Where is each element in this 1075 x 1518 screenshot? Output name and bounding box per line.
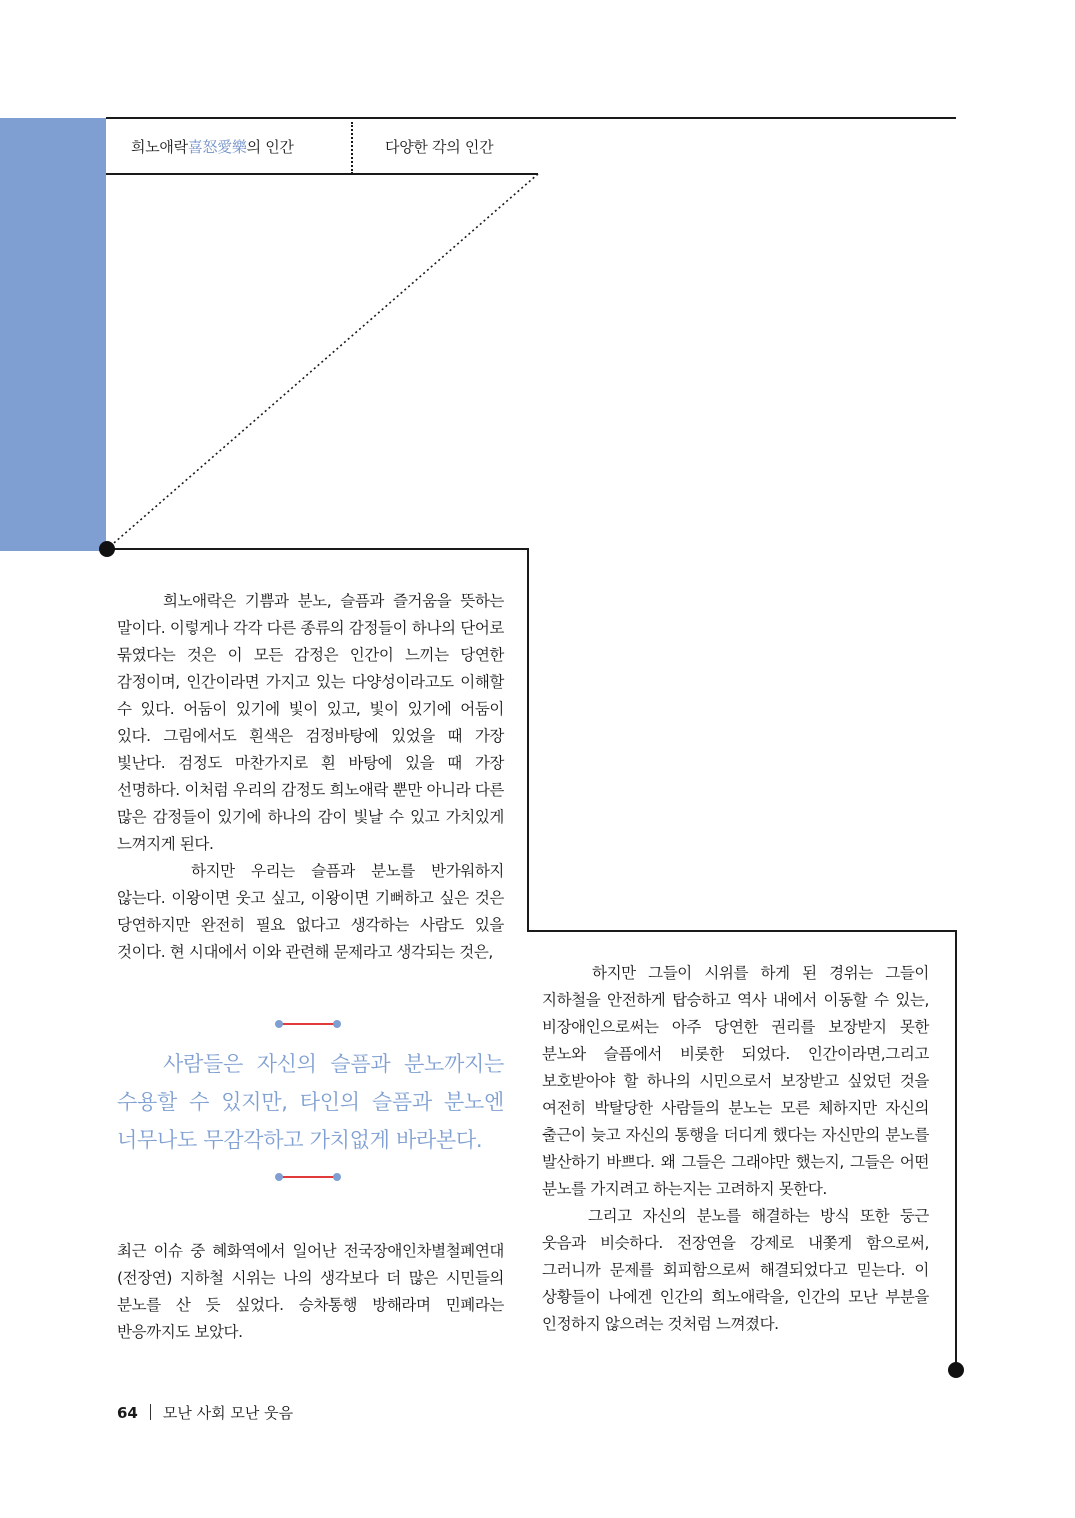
quote-ornament-bottom-right-dot xyxy=(333,1173,341,1181)
pull-quote-text: 사람들은 자신의 슬픔과 분노까지는 수용할 수 있지만, 타인의 슬픔과 분노엔 너무나도 무감각하고 가치없게 바라본다. xyxy=(117,1052,504,1152)
column-2-paragraph-2: 그리고 자신의 분노를 해결하는 방식 또한 둥근 웃음과 비슷하다. 전장연을 강제로 내쫓게 함으로써, 그러니까 문제를 회피함으로써 해결되었다고 믿는다. 이 상황들이 나에겐 인간의 희노애락을, 인간의 모난 부분을 인정하지 않으려는 것처럼 느껴졌다. xyxy=(542,1207,929,1333)
column-1-bottom-text xyxy=(117,1238,504,1346)
header-tab2-label: 다양한 각의 인간 xyxy=(385,138,494,156)
header-tab1-prefix: 희노애락 xyxy=(131,138,188,156)
column-1-text xyxy=(117,588,504,966)
quote-ornament-bottom-left-dot xyxy=(275,1173,283,1181)
pull-quote xyxy=(117,1045,504,1159)
footer-separator xyxy=(150,1404,151,1420)
column-1-bottom-paragraph: 최근 이슈 중 혜화역에서 일어난 전국장애인차별철폐연대(전장연) 지하철 시위는 나의 생각보다 더 많은 시민들의 분노를 산 듯 싶었다. 승차통행 방해라며 민폐라는 반응까지도 보았다. xyxy=(117,1242,504,1341)
dotted-diagonal-line xyxy=(107,174,538,549)
header-tab1-hanja: 喜怒愛樂 xyxy=(187,138,247,156)
column-2-paragraph-1: 하지만 그들이 시위를 하게 된 경위는 그들이 지하철을 안전하게 탑승하고 역사 내에서 이동할 수 있는, 비장애인으로써는 아주 당연한 권리를 보장받지 못한 분노와 슬픔에서 비롯한 되었다. 인간이라면,그리고 보호받아야 할 하나의 시민으로서 보장받고 싶었던 것을 여전히 박탈당한 사람들의 분노는 모른 체하지만 자신의 출근이 늦고 자신의 통행을 더디게 했다는 자신만의 분노를 발산하기 바쁘다. 왜 그들은 그래야만 했는지, 그들은 어떤 분노를 가지려고 하는지는 고려하지 못한다. xyxy=(542,964,929,1198)
frame-dot-end xyxy=(948,1362,964,1378)
column-1-paragraph-1: 희노애락은 기쁨과 분노, 슬픔과 즐거움을 뜻하는 말이다. 이렇게나 각각 다른 종류의 감정들이 하나의 단어로 묶였다는 것은 이 모든 감정은 인간이 느끼는 당연한 감정이며, 인간이라면 가지고 있는 다양성이라고도 이해할 수 있다. 어둠이 있기에 빛이 있고, 빛이 있기에 어둠이 있다. 그림에서도 흰색은 검정바탕에 있었을 때 가장 빛난다. 검정도 마찬가지로 흰 바탕에 있을 때 가장 선명하다. 이처럼 우리의 감정도 희노애락 뿐만 아니라 다른 많은 감정들이 있기에 하나의 감이 빛날 수 있고 가치있게 느껴지게 된다. xyxy=(117,592,504,853)
quote-ornament-top-right-dot xyxy=(333,1020,341,1028)
page-number: 64 xyxy=(117,1404,138,1422)
column-2-text xyxy=(542,960,929,1338)
column-1-paragraph-2: 하지만 우리는 슬픔과 분노를 반가워하지 않는다. 이왕이면 웃고 싶고, 이왕이면 기뻐하고 싶은 것은 당연하지만 완전히 필요 없다고 생각하는 사람도 있을 것이다. 현 시대에서 이와 관련해 문제라고 생각되는 것은, xyxy=(117,862,504,961)
page-footer xyxy=(117,1402,293,1423)
header-tab1-suffix: 의 인간 xyxy=(246,138,294,156)
quote-ornament-top-left-dot xyxy=(275,1020,283,1028)
footer-title: 모난 사회 모난 웃음 xyxy=(162,1404,294,1422)
frame-dot-start xyxy=(99,541,115,557)
